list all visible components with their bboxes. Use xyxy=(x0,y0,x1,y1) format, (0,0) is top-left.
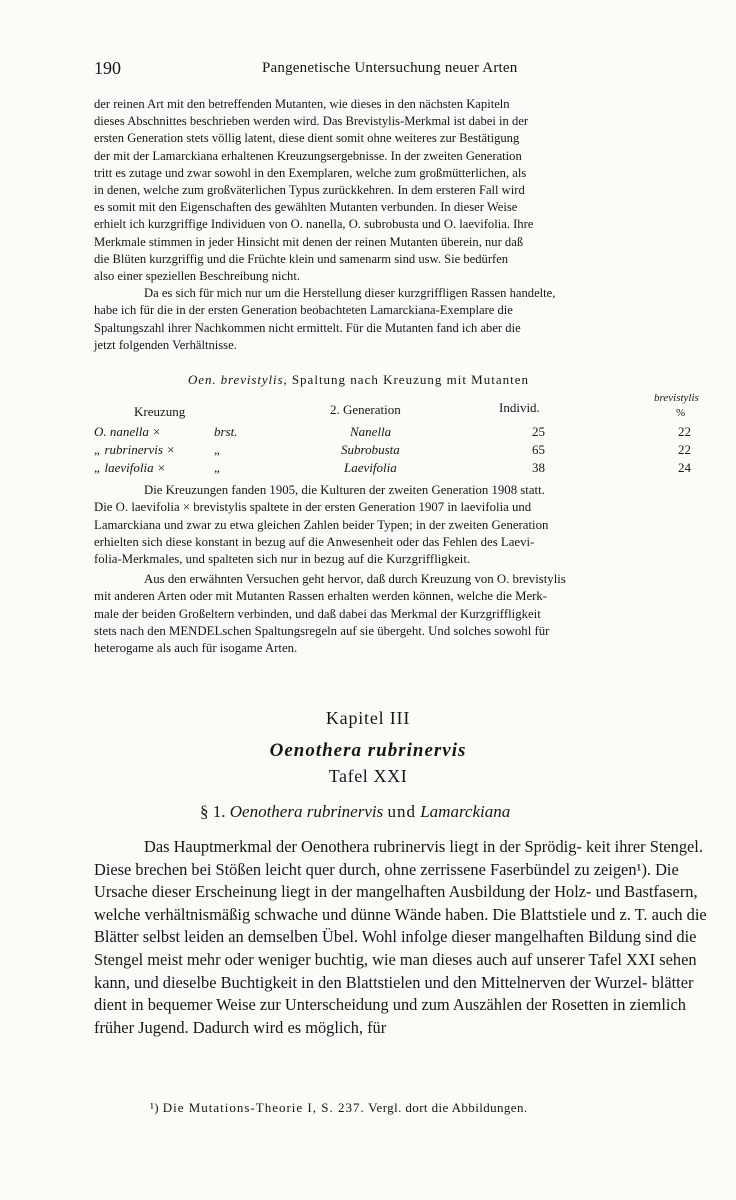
text-line: folia-Merkmales, und spalteten sich nur in bezug auf die Kurzgriffligkeit. xyxy=(94,552,471,567)
text-line: der mit der Lamarckiana erhaltenen Kreuzungsergebnisse. In der zweiten Generation xyxy=(94,148,522,163)
table-cell-cross: „ laevifolia × xyxy=(94,460,166,475)
text-line: dieser mangelhaften Bildung sind die Stengel meist mehr oder weniger xyxy=(94,927,697,969)
text-line: heterogame als auch für isogame Arten. xyxy=(94,641,298,656)
table-cell-individuals: 65 xyxy=(532,442,545,457)
paragraph-1 xyxy=(94,96,722,354)
text-line: dieselbe Buchtigkeit in den Blattstielen und den Mittelnerven der Wurzel- xyxy=(162,972,648,992)
text-line: also einer speziellen Beschreibung nicht. xyxy=(94,269,300,284)
text-line: dieses Abschnittes beschrieben werden wird. Das Brevistylis-Merkmal ist dabei in der xyxy=(94,114,529,129)
section-number: § 1. xyxy=(200,802,226,821)
text-line: Die O. laevifolia × brevistylis spaltete in der ersten Generation 1907 in laevifolia und xyxy=(94,500,532,515)
table-header-individuals: Individ. xyxy=(499,400,540,415)
results-table xyxy=(94,392,722,480)
text-line: Da es sich für mich nur um die Herstellung dieser kurzgriffligen Rassen handelte, xyxy=(144,286,556,301)
text-line: zerrissene Faserbündel zu zeigen¹). Die Ursache dieser Erscheinung xyxy=(94,859,679,902)
text-line: z. T. auch die Blätter selbst leiden an demselben Übel. Wohl infolge xyxy=(94,904,707,947)
text-line: liegt in der mangelhaften Ausbildung der Holz- und Bastfasern, welche xyxy=(94,882,698,924)
table-cell-percent: 24 xyxy=(678,460,691,475)
text-line: Die Kreuzungen fanden 1905, die Kulturen der zweiten Generation 1908 statt. xyxy=(144,483,545,497)
section-title-a: Oenothera rubrinervis xyxy=(229,802,384,821)
table-title-species: Oen. brevistylis, xyxy=(188,372,288,387)
table-title-rest: Spaltung nach Kreuzung mit Mutanten xyxy=(291,372,530,387)
footnote xyxy=(150,1100,528,1116)
chapter-plate: Tafel XXI xyxy=(328,766,408,786)
section-title-b: Lamarckiana xyxy=(420,802,511,821)
page-header xyxy=(94,58,720,82)
text-line: blätter dient in bequemer Weise zur Unterscheidung und zum Auszählen xyxy=(94,972,694,1015)
text-line: stets nach den MENDELschen Spaltungsregeln auf sie übergeht. Und solches sowohl für xyxy=(94,623,550,638)
running-head: Pangenetische Untersuchung neuer Arten xyxy=(262,60,518,76)
text-line: erhielten sich diese konstant in bezug auf die Anwesenheit oder das Fehlen des Laevi- xyxy=(94,534,535,549)
paragraph-5 xyxy=(94,836,722,1039)
table-cell-cross-b: brst. xyxy=(214,424,238,439)
text-line: Lamarckiana und zwar zu etwa gleichen Zahlen beider Typen; in der zweiten Generation xyxy=(94,517,549,532)
table-cell-individuals: 38 xyxy=(532,460,545,475)
paragraph-4 xyxy=(94,571,722,657)
text-line: der Rosetten in ziemlich früher Jugend. Dadurch wird es möglich, für xyxy=(94,995,686,1037)
section-heading xyxy=(200,802,510,822)
chapter-label: Kapitel III xyxy=(325,708,411,728)
table-cell-percent: 22 xyxy=(678,442,691,457)
paragraph-3 xyxy=(94,482,722,568)
chapter-title: Oenothera rubrinervis xyxy=(269,740,467,761)
text-line: Merkmale stimmen in jeder Hinsicht mit denen der reinen Mutanten überein, nur daß xyxy=(94,234,524,249)
text-line: verhältnismäßig schwache und dünne Wände haben. Die Blattstiele und xyxy=(144,904,616,924)
text-line: keit ihrer Stengel. Diese brechen bei Stößen leicht quer durch, ohne xyxy=(94,837,703,879)
text-line: der reinen Art mit den betreffenden Mutanten, wie dieses in den nächsten Kapiteln xyxy=(94,97,510,111)
table-cell-individuals: 25 xyxy=(532,424,545,439)
table-header-generation: 2. Generation xyxy=(330,402,401,417)
text-line: habe ich für die in der ersten Generation beobachteten Lamarckiana-Exemplare die xyxy=(94,303,513,318)
text-line: tritt es zutage und zwar sowohl in den Exemplaren, welche zum großmütterlichen, als xyxy=(94,165,527,180)
table-cell-cross-b: „ xyxy=(214,460,222,475)
footnote-text-a: Die Mutations-Theorie I, S. 237. xyxy=(162,1100,365,1115)
table-header-cross: Kreuzung xyxy=(134,404,186,419)
table-cell-generation: Laevifolia xyxy=(344,460,397,475)
text-line: ersten Generation stets völlig latent, diese dient somit ohne weiteres zur Bestätigung xyxy=(94,131,520,146)
table-cell-generation: Subrobusta xyxy=(341,442,400,457)
table-cell-cross: „ rubrinervis × xyxy=(94,442,176,457)
text-line: buchtig, wie man dieses auch auf unserer Tafel XXI sehen kann, und xyxy=(94,949,697,992)
text-line: es somit mit den Eigenschaften des gewählten Mutanten verbunden. In dieser Weise xyxy=(94,200,518,215)
table-header-brevistylis: brevistylis xyxy=(654,392,699,404)
text-line: male der beiden Großeltern verbinden, und daß dabei das Merkmal der Kurzgriffligkeit xyxy=(94,606,541,621)
text-line: Spaltungszahl ihrer Nachkommen nicht ermittelt. Für die Mutanten fand ich aber die xyxy=(94,320,521,335)
text-line: Das Hauptmerkmal der Oenothera rubrinervis liegt in der Sprödig- xyxy=(144,837,582,856)
page-number: 190 xyxy=(94,58,121,78)
table-cell-cross-b: „ xyxy=(214,442,222,457)
table-cell-cross: O. nanella × xyxy=(94,424,161,439)
table-title xyxy=(188,372,529,388)
text-line: mit anderen Arten oder mit Mutanten Rassen erhalten werden können, welche die Merk- xyxy=(94,589,548,604)
table-header-percent: % xyxy=(676,407,686,419)
footnote-marker: ¹) xyxy=(150,1100,160,1115)
text-line: die Blüten kurzgriffig und die Früchte klein und samenarm sind usw. Sie bedürfen xyxy=(94,251,509,266)
text-line: erhielt ich kurzgriffige Individuen von O. nanella, O. subrobusta und O. laevifolia. Ihre xyxy=(94,217,534,232)
section-title-and: und xyxy=(387,802,416,821)
table-cell-generation: Nanella xyxy=(350,424,392,439)
text-line: jetzt folgenden Verhältnisse. xyxy=(94,337,237,352)
table-cell-percent: 22 xyxy=(678,424,691,439)
text-line: Aus den erwähnten Versuchen geht hervor, daß durch Kreuzung von O. brevistylis xyxy=(144,572,566,586)
text-line: in denen, welche zum großväterlichen Typus zurückkehren. In dem ersteren Fall wird xyxy=(94,183,525,198)
footnote-text-b: Vergl. dort die Abbildungen. xyxy=(368,1100,528,1115)
